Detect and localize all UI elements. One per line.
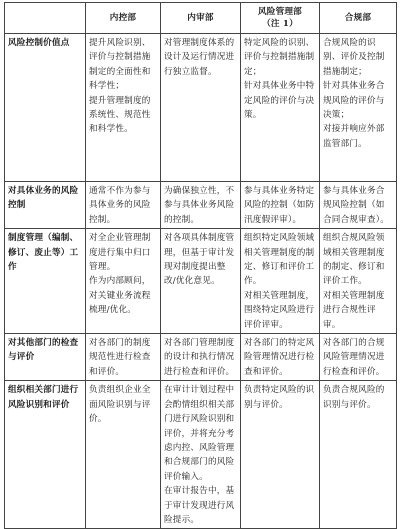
table-cell bbox=[320, 34, 397, 182]
header-cell: 风险管理部 （注 1） bbox=[241, 3, 320, 34]
table-row bbox=[5, 381, 397, 529]
cell-paragraph: 对各项具体制度管理，但基于审计发现对制度提出整改/优化意见。 bbox=[164, 233, 235, 287]
table-cell bbox=[320, 182, 397, 229]
cell-paragraph: 通常不作为参与具体业务的风险控制。 bbox=[89, 186, 151, 225]
cell-paragraph: 在审计计划过程中会酌情组织相关部门进行风险识别和评价，并将充分考虑内控、风险管理和合规部门的风险评价输入。 bbox=[164, 385, 235, 482]
table-row bbox=[5, 229, 397, 334]
table-header-row bbox=[5, 3, 397, 34]
header-cell: 内控部 bbox=[86, 3, 161, 34]
table-cell bbox=[161, 34, 241, 182]
cell-paragraph: 负责组织企业全面风险识别与评价。 bbox=[89, 385, 151, 425]
cell-paragraph: 对相关管理制度进行合规性评审。 bbox=[323, 290, 385, 330]
cell-paragraph: 负责合规风险的识别与评价。 bbox=[323, 385, 385, 410]
table-body bbox=[5, 34, 397, 529]
table-row bbox=[5, 34, 397, 182]
table-cell bbox=[320, 334, 397, 381]
table-cell bbox=[241, 381, 320, 529]
responsibility-table bbox=[4, 2, 397, 529]
header-cell: 合规部 bbox=[320, 3, 397, 34]
table-cell bbox=[161, 229, 241, 334]
cell-paragraph: 对各部门的合规风险管理情况进行检查和评价。 bbox=[323, 338, 385, 377]
table-cell bbox=[241, 34, 320, 182]
cell-paragraph: 组织特定风险领域相关管理制度的制定、修订和评价工作。 bbox=[244, 233, 315, 287]
cell-paragraph: 对各部门管理制度的设计和执行情况进行检查和评价。 bbox=[164, 338, 235, 377]
cell-paragraph: 作为内部顾问，对关键业务流程梳理/优化。 bbox=[89, 276, 151, 316]
cell-paragraph: 对全企业管理制度进行集中归口管理。 bbox=[89, 233, 151, 273]
header-cell: 内审部 bbox=[161, 3, 241, 34]
table-cell bbox=[161, 381, 241, 529]
table-cell bbox=[86, 182, 161, 229]
table-cell bbox=[86, 334, 161, 381]
table-row bbox=[5, 182, 397, 229]
cell-paragraph: 负责特定风险的识别与评价。 bbox=[244, 385, 315, 410]
table-cell bbox=[241, 229, 320, 334]
table-cell bbox=[86, 34, 161, 182]
table-cell bbox=[86, 381, 161, 529]
row-header-cell: 对具体业务的风险控制 bbox=[5, 182, 86, 229]
cell-paragraph: 提升风险识别、评价与控制措施制定的全面性和科学性； bbox=[89, 38, 151, 92]
cell-paragraph: 针对具体业务中特定风险的评价与决策。 bbox=[244, 81, 315, 121]
row-header-cell: 风险控制价值点 bbox=[5, 34, 86, 182]
cell-paragraph: 对各部门的特定风险管理情况进行检查和评价。 bbox=[244, 338, 315, 377]
cell-paragraph: 提升管理制度的系统性、规范性和科学性。 bbox=[89, 95, 151, 135]
table-cell bbox=[161, 334, 241, 381]
cell-paragraph: 合规风险的识别、评价及控制措施制定； bbox=[323, 38, 385, 77]
cell-paragraph: 对接并响应外部监管部门。 bbox=[323, 124, 385, 149]
cell-paragraph: 特定风险的识别、评价与控制措施制定； bbox=[244, 38, 315, 77]
cell-paragraph: 对相关管理制度，围绕特定风险进行评价评审。 bbox=[244, 290, 315, 330]
row-header-cell: 组织相关部门进行风险识别和评价 bbox=[5, 381, 86, 529]
cell-paragraph: 参与具体业务特定风险的控制（如防汛度假评审）。 bbox=[244, 186, 315, 225]
header-cell-empty bbox=[5, 3, 86, 34]
cell-paragraph: 在审计报告中，基于审计发现进行风险提示。 bbox=[164, 486, 235, 525]
row-header-cell: 制度管理（编制、修订、废止等）工作 bbox=[5, 229, 86, 334]
table-row bbox=[5, 334, 397, 381]
cell-paragraph: 对管理制度体系的设计及运行情况进行独立监督。 bbox=[164, 38, 235, 77]
cell-paragraph: 组织合规风险领域相关管理制度的制定、修订和评价工作。 bbox=[323, 233, 385, 287]
cell-paragraph: 对各部门的制度规范性进行检查和评价。 bbox=[89, 338, 151, 377]
table-cell bbox=[161, 182, 241, 229]
cell-paragraph: 针对具体业务合规风险的评价与决策； bbox=[323, 81, 385, 121]
table-cell bbox=[320, 229, 397, 334]
table-cell bbox=[241, 334, 320, 381]
table-cell bbox=[241, 182, 320, 229]
cell-paragraph: 为确保独立性，不参与具体业务风险的控制。 bbox=[164, 186, 235, 225]
cell-paragraph: 参与具体业务合规风险控制（如合同合规审查）。 bbox=[323, 186, 390, 225]
table-cell bbox=[86, 229, 161, 334]
table-cell bbox=[320, 381, 397, 529]
row-header-cell: 对其他部门的检查与评价 bbox=[5, 334, 86, 381]
